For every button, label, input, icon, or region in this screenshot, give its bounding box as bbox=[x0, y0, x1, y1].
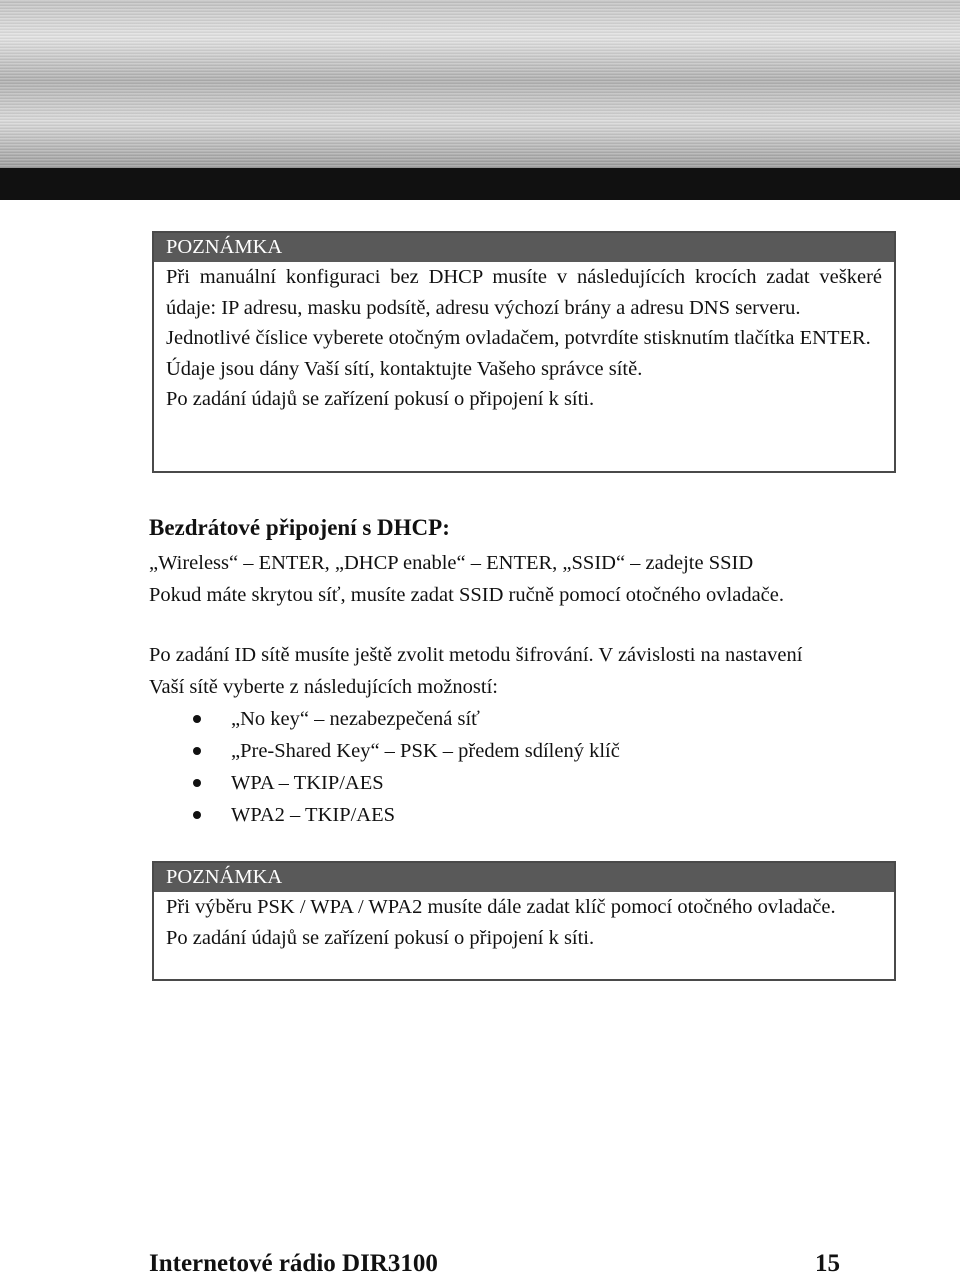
page-number: 15 bbox=[815, 1250, 840, 1277]
list-item-label: WPA2 – TKIP/AES bbox=[231, 804, 396, 826]
note-line: Po zadání údajů se zařízení pokusí o připojení k síti. bbox=[166, 926, 595, 949]
bullet-icon bbox=[193, 779, 201, 787]
bullet-icon bbox=[193, 747, 201, 755]
note-paragraph: Při výběru PSK / WPA / WPA2 musíte dále zadat klíč pomocí otočného ovladače. bbox=[166, 896, 836, 918]
list-item bbox=[149, 767, 620, 799]
note-box-encryption-key bbox=[152, 861, 896, 981]
bullet-icon bbox=[193, 715, 201, 723]
list-item-label: „No key“ – nezabezpečená síť bbox=[231, 708, 480, 730]
header-black-bar bbox=[0, 168, 960, 200]
header-decorative-band bbox=[0, 0, 960, 168]
note-line: Po zadání údajů se zařízení pokusí o připojení k síti. bbox=[166, 388, 595, 410]
body-text-line: Po zadání ID sítě musíte ještě zvolit metodu šifrování. V závislosti na nastavení bbox=[149, 644, 803, 666]
body-text-line: „Wireless“ – ENTER, „DHCP enable“ – ENTER, „SSID“ – zadejte SSID bbox=[149, 552, 754, 574]
list-item bbox=[149, 703, 620, 735]
bullet-icon bbox=[193, 811, 201, 819]
note-paragraph: Jednotlivé číslice vyberete otočným ovladačem, potvrdíte stisknutím tlačítka ENTER. bbox=[166, 327, 871, 349]
body-text-line: Vaší sítě vyberte z následujících možností: bbox=[149, 676, 498, 698]
list-item-label: „Pre-Shared Key“ – PSK – předem sdílený klíč bbox=[231, 740, 620, 762]
note-heading: POZNÁMKA bbox=[154, 233, 894, 262]
note-line: Údaje jsou dány Vaší sítí, kontaktujte Vašeho správce sítě. bbox=[166, 357, 643, 380]
note-paragraph: Při manuální konfiguraci bez DHCP musíte v následujících krocích zadat veškeré údaje: IP adresu, masku podsítě, adresu výchozí brány a adresu DNS serveru. bbox=[166, 266, 882, 319]
list-item bbox=[149, 799, 620, 831]
list-item bbox=[149, 735, 620, 767]
note-box-manual-config bbox=[152, 231, 896, 473]
note-heading: POZNÁMKA bbox=[154, 863, 894, 892]
encryption-options-list bbox=[149, 703, 620, 831]
footer-document-title: Internetové rádio DIR3100 bbox=[149, 1250, 438, 1277]
list-item-label: WPA – TKIP/AES bbox=[231, 772, 384, 794]
body-text-line: Pokud máte skrytou síť, musíte zadat SSID ručně pomocí otočného ovladače. bbox=[149, 584, 785, 606]
section-title: Bezdrátové připojení s DHCP: bbox=[149, 515, 450, 540]
